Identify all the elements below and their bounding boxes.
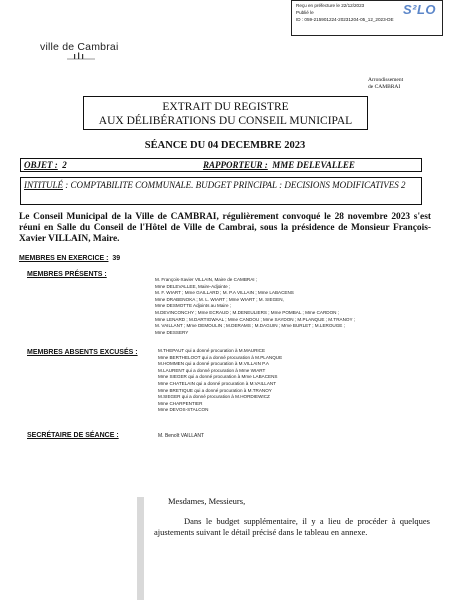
list-item: Mme BRETIQUE qui a donné procuration à M.TRANOY: [158, 387, 272, 393]
scan-margin-stripe: [137, 497, 144, 600]
objet-field: [24, 160, 67, 170]
list-item: Mme CHATELAIN qui a donné procuration à M.VAILLANT: [158, 380, 277, 386]
list-item: Mme LENARD ; M.DARTIGWAAL ; Mme CANDOU ; Mme SAYDON ; M.PLANQUE ; M.TRANOY ;: [155, 316, 356, 322]
rapporteur-value: MME DELEVALLEE: [272, 160, 355, 170]
membres-absents-list: [158, 348, 428, 414]
list-item: Mme DELEVALLEE, Maire-Adjointe ;: [155, 283, 231, 289]
objet-value: 2: [62, 160, 67, 170]
list-item: Mme DEVOS-STALCON: [158, 407, 209, 413]
intitule-field: [24, 179, 414, 191]
intitule-value: : COMPTABILITE COMMUNALE. BUDGET PRINCIPAL : DECISIONS MODIFICATIVES 2: [65, 180, 406, 190]
membres-exercice-label: MEMBRES EN EXERCICE :: [19, 255, 109, 262]
list-item: M.HOMMEN qui a donné procuration à M.VILLAIN P.A: [158, 361, 269, 367]
membres-exercice: [19, 255, 120, 262]
membres-absents-label: [27, 349, 138, 356]
secretaire-label-text: SECRÉTAIRE DE SÉANCE :: [27, 432, 119, 439]
arrondissement-line-2: de CAMBRAI: [368, 84, 401, 90]
list-item: M. François-Xavier VILLAIN, Maire de CAMBRAI ;: [155, 277, 258, 282]
list-item: M.DEVINCONCHY ; Mme ECRAUD ; M.DENEULIERS ; Mme POMBAL ; Mme CARDON ;: [155, 309, 340, 315]
list-item: Mme DESMOTTE Adjoints au Maire ;: [155, 303, 232, 309]
list-item: M. F. WIART ; Mme GAILLARD ; M. P.A VILLAIN ; Mme LABACENS: [155, 290, 294, 296]
seance-date: SÉANCE DU 04 DECEMBRE 2023: [144, 140, 306, 151]
document-title-box: [83, 96, 368, 130]
list-item: Mme SIEGER qui a donné procuration à Mme LABACENS: [158, 374, 278, 380]
list-item: M. VAILLANT ; Mme DEMOULIN ; M.DERAMS ; M.DAGUIN ; Mme BURLET ; M.LEROUGE ;: [155, 323, 345, 329]
prefecture-stamp: [291, 0, 443, 36]
list-item: M.THEPAUT qui a donné procuration à M.MAURICE: [158, 348, 266, 353]
membres-absents-label-text: MEMBRES ABSENTS EXCUSÉS :: [27, 349, 138, 356]
arrondissement-label: [368, 77, 403, 91]
stamp-line-id: ID : 059-215901224-20231204-05_12_2023-DE: [296, 17, 394, 22]
intitule-label: INTITULÉ: [24, 180, 64, 190]
greeting: Mesdames, Messieurs,: [168, 496, 246, 506]
body-paragraph: Dans le budget supplémentaire, il y a lieu de procéder à quelques ajustements suivant le détail précisé dans le tableau en annexe.: [154, 516, 430, 537]
secretaire-value: M. Benoît VAILLANT: [158, 433, 205, 439]
objet-label: OBJET :: [24, 160, 58, 170]
membres-presents-label: [27, 271, 107, 278]
title-line-2: AUX DÉLIBÉRATIONS DU CONSEIL MUNICIPAL: [98, 115, 353, 127]
stamp-line-published: Publié le: [296, 10, 314, 15]
membres-exercice-value: 39: [112, 255, 121, 262]
list-item: M.SIEGER qui a donné procuration à M.HORDIEWICZ: [158, 394, 270, 400]
membres-presents-list: [155, 277, 430, 336]
rapporteur-field: [203, 160, 355, 170]
list-item: M.LAURENT qui a donné procuration à Mme WIART: [158, 367, 266, 373]
city-name: ville de Cambrai: [40, 41, 119, 53]
rapporteur-label: RAPPORTEUR :: [203, 160, 268, 170]
list-item: Mme DESSERY: [155, 329, 189, 335]
list-item: Mme BERTHELOOT qui a donné procuration à M.PLANQUE: [158, 354, 283, 360]
slo-logo: S²LO: [402, 2, 436, 17]
convocation-paragraph: Le Conseil Municipal de la Ville de CAMBRAI, régulièrement convoqué le 28 novembre 2023 s'est réuni en Salle du Conseil de l'Hôtel de Ville de Cambrai, sous la présidence de Monsieur François-Xavier VILLAIN, Maire.: [19, 212, 431, 244]
list-item: Mme CHARPENTIER: [158, 400, 203, 406]
arrondissement-line-1: Arrondissement: [368, 77, 404, 83]
secretaire-label: [27, 432, 119, 439]
membres-presents-label-text: MEMBRES PRÉSENTS :: [27, 271, 107, 278]
title-line-1: EXTRAIT DU REGISTRE: [162, 101, 289, 113]
city-logo-mark-icon: [66, 52, 96, 60]
stamp-line-received: Reçu en préfecture le 22/12/2023: [296, 3, 365, 8]
list-item: Mme DRABENOKA ; M. L. WIART ; Mme WIART ; M. SIEGEN,: [155, 296, 284, 302]
